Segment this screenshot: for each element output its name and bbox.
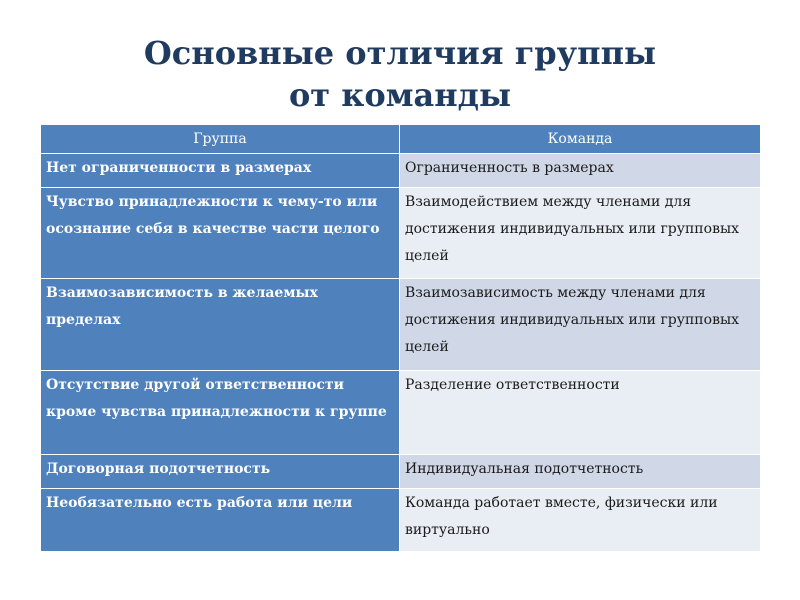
title-line-1: Основные отличия группы	[143, 34, 657, 72]
team-cell: Взаимозависимость между членами для достижения индивидуальных или групповых целей	[400, 279, 761, 371]
title-line-2: от команды	[288, 76, 512, 114]
table-row	[41, 455, 761, 489]
team-cell: Разделение ответственности	[400, 371, 761, 455]
comparison-table	[40, 124, 761, 552]
group-cell: Договорная подотчетность	[41, 455, 400, 489]
page-title	[0, 32, 800, 116]
group-cell: Взаимозависимость в желаемых пределах	[41, 279, 400, 371]
group-cell: Отсутствие другой ответственности кроме чувства принадлежности к группе	[41, 371, 400, 455]
column-header-team: Команда	[400, 125, 761, 154]
team-cell: Команда работает вместе, физически или виртуально	[400, 489, 761, 552]
table-row	[41, 371, 761, 455]
table-row	[41, 279, 761, 371]
table-row	[41, 154, 761, 188]
table-header-row	[41, 125, 761, 154]
team-cell: Индивидуальная подотчетность	[400, 455, 761, 489]
column-header-group: Группа	[41, 125, 400, 154]
group-cell: Нет ограниченности в размерах	[41, 154, 400, 188]
team-cell: Взаимодействием между членами для достижения индивидуальных или групповых целей	[400, 188, 761, 279]
group-cell: Необязательно есть работа или цели	[41, 489, 400, 552]
team-cell: Ограниченность в размерах	[400, 154, 761, 188]
group-cell: Чувство принадлежности к чему-то или осознание себя в качестве части целого	[41, 188, 400, 279]
table-row	[41, 489, 761, 552]
table-row	[41, 188, 761, 279]
